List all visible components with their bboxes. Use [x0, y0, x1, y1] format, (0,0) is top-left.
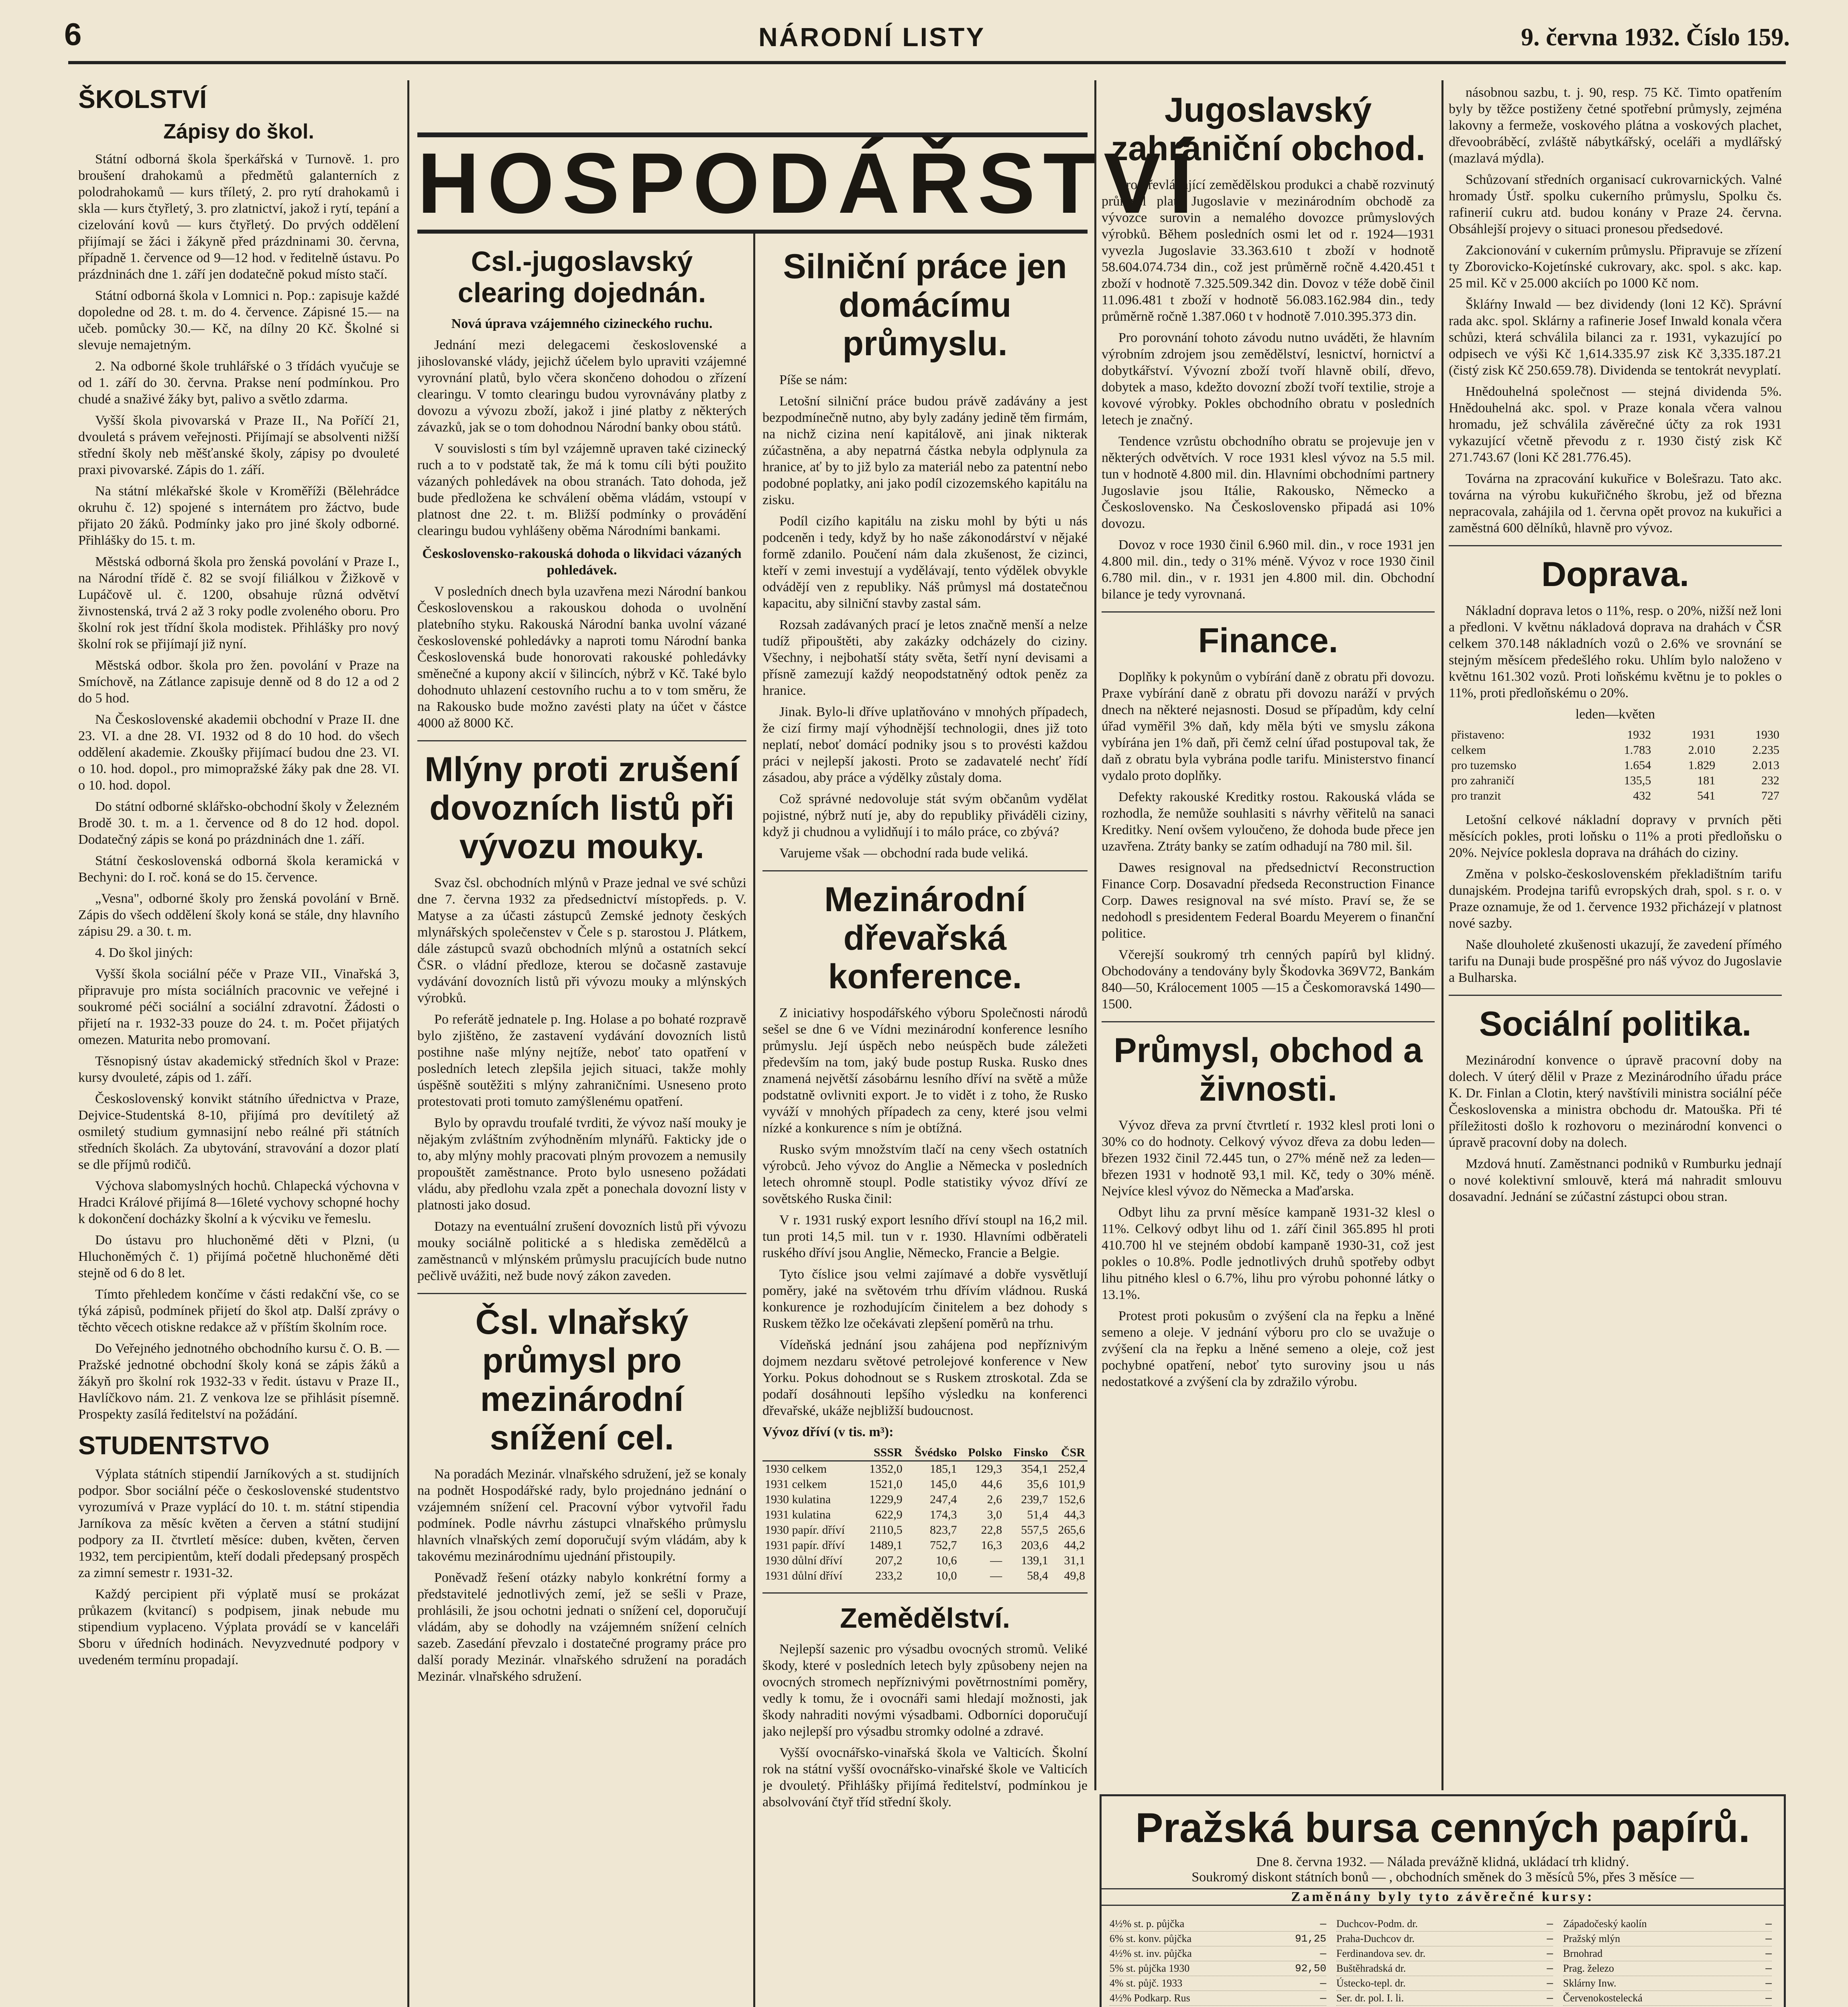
kurs-row: [1563, 1976, 1772, 1991]
table-cell: pro tuzemsko: [1451, 759, 1517, 772]
paragraph: Poněvadž řešení otázky nabylo konkrétní formy a představitelé jednotlivých zemí, jež se sešli v Praze, prohlásili, že jsou ochotni jednati o snížení cel, doporučují vládám, aby se dohodly na vzájemném snížení celních sazeb. Zasedání převzalo i dostatečné programy práce pro další porady Mezinár. vlnařského sdružení na poradách Mezinár. vlnařského sdružení.: [417, 1570, 746, 1684]
table-row: [1449, 758, 1782, 773]
paragraph: V posledních dnech byla uzavřena mezi Národní bankou Československou a rakouskou dohoda o uvolnění platebního styku. Rakouská Národní banka uvolní vázané československé pohledávky a naproti tomu Národní banka Československá bude honorovati rakouské pohledávky směnečné a kupony akcií v šilincích, nýbrž v Kč. Také bylo dohodnuto uhlazení cestovního ruchu a to v tom směru, že na Rakousko bude možno zavésti platy na účet v částce 4000 až 8000 Kč.: [417, 584, 746, 731]
table-row: [1449, 788, 1782, 804]
paragraph: Dovoz v roce 1930 činil 6.960 mil. din., v roce 1931 jen 4.800 mil. din., tedy o 31% méně. Vývoz v roce 1930 činil 6.780 mil. din., v r. 1931 jen 4.800 mil. din. Obchodní bilance je tedy vyrovnaná.: [1102, 537, 1435, 602]
table-cell: 1930 kulatina: [765, 1493, 831, 1506]
kurs-value: 92,50: [1295, 1962, 1326, 1974]
table-cell: 1931 kulatina: [765, 1508, 831, 1521]
bourse-subtitle-2: Soukromý diskont státních bonů — , obchodních směnek do 3 měsíců 5%, přes 3 měsíce —: [1191, 1870, 1694, 1885]
table-caption-drevo: Vývoz dříví (v tis. m³):: [762, 1425, 894, 1439]
column-rule: [1094, 80, 1096, 1790]
column-2: [417, 241, 746, 2007]
kurs-value: —: [1320, 1977, 1326, 1989]
kurs-column-3: [1563, 1917, 1772, 2007]
table-cell: 31,1: [1064, 1554, 1085, 1567]
table-cell: 432: [1633, 789, 1651, 802]
paragraph: Odbyt lihu za první měsíce kampaně 1931-32 klesl o 11%. Celkový odbyt lihu od 1. září činil 365.895 hl proti 410.700 hl ve stejném období kampaně 1930-31, což jest pokles o 10.8%. Podle jednotlivých druhů spotřeby odbyt lihu pitného klesl o 6.7%, lihu pro výrobu pohonné látky o 13.1%.: [1102, 1205, 1435, 1302]
paragraph: Vývoz dřeva za první čtvrtletí r. 1932 klesl proti loni o 30% co do hodnoty. Celkový vývoz dřeva za dobu leden—březen 1932 činil 72.445 tun, o 27% méně než za leden—březen 1931 v hodnotě 93,1 mil. Kč, tedy o 30% méně. Nejvíce klesl vývoz do Německa a Maďarska.: [1102, 1118, 1435, 1199]
table-cell: přistaveno:: [1451, 728, 1505, 741]
paragraph: Každý percipient při výplatě musí se prokázat průkazem (kvitancí) s podpisem, jinak nebude mu stipendium vyplaceno. Výplata provádí se v kanceláři Sboru v úředních hodinách. Nevyzvednuté podpory v uvedeném termínu propadají.: [78, 1587, 399, 1667]
kurs-name: 6% st. konv. půjčka: [1110, 1933, 1192, 1944]
socialni-paragraphs: [1449, 1052, 1782, 1205]
kurs-row: [1336, 1961, 1553, 1976]
paragraph: Píše se nám:: [779, 372, 848, 387]
table-cell: 1931 celkem: [765, 1478, 827, 1491]
article-title-drevarska: Mezinárodní dřevařská konference.: [824, 880, 1026, 996]
table-cell: 44,2: [1064, 1539, 1085, 1552]
table-cell: 2,6: [987, 1493, 1002, 1506]
article-subtitle-clearing: Nová úprava vzájemného cizineckého ruchu.: [451, 316, 713, 331]
table-cell: 174,3: [930, 1508, 957, 1521]
table-header-cell: SSSR: [861, 1445, 905, 1461]
table-cell: 622,9: [875, 1508, 903, 1521]
paragraph: Svaz čsl. obchodních mlýnů v Praze jednal ve své schůzi dne 7. června 1932 za předsednictví místopředs. p. V. Matyse a za účasti zástupců Zemské jednoty českých mlynářských společenstev v Čele s p. starostou J. Plátkem, dále zástupců svazů obchodních mlýnů a ostatních sekcí ČSR. o vládní předloze, kterou se dočasně zastavuje vydávání dovozních listů při vývozu mouky a mlýnských výrobků.: [417, 875, 746, 1006]
article-title-silnicni: Silniční práce jen domácímu průmyslu.: [783, 247, 1067, 363]
paragraph: Těsnopisný ústav akademický středních škol v Praze: kursy dvouleté, zápis od 1. září.: [78, 1054, 399, 1085]
table-cell: 135,5: [1624, 774, 1651, 787]
table-cell: 727: [1761, 789, 1779, 802]
table-cell: 752,7: [930, 1539, 957, 1552]
table-header-row: [762, 1445, 1088, 1461]
divider: [1102, 1021, 1435, 1022]
paragraph: V r. 1931 ruský export lesního dříví stoupl na 16,2 mil. tun proti 14,5 mil. tun v r. 1930. Hlavními odběrateli ruského dříví jsou Anglie, Německo, Francie a Belgie.: [762, 1213, 1088, 1260]
kurs-row: [1336, 1932, 1553, 1946]
bourse-subtitle: Dne 8. června 1932. — Nálada prevážně klidná, ukládací trh klidný.: [1256, 1854, 1629, 1869]
table-cell: 152,6: [1058, 1493, 1085, 1506]
section-heading-studentstvo: STUDENTSTVO: [78, 1431, 270, 1460]
paragraph: Doplňky k pokynům o vybírání daně z obratu při dovozu. Praxe vybírání daně z obratu při dovozu naráží v prvých dnech na některé nejasnosti. Dosud se případům, kdy celní úřad vyměřil 3% daň, kdy měla býti ve smyslu zákona vybírána jen 1% daň, při čemž celní úřad postupoval tak, že daň z obratu byla vybrána podle tarifu. Ministerstvo financí vydalo proto doplňky.: [1102, 670, 1435, 783]
table-cell: 49,8: [1064, 1569, 1085, 1582]
kurs-name: Západočeský kaolín: [1563, 1918, 1647, 1930]
kurs-row: [1563, 1932, 1772, 1946]
paragraph: Zakcionování v cukerním průmyslu. Připravuje se zřízení ty Zborovicko-Kojetínské cukrovary, akc. spol. s akc. kap. 25 mil. Kč v 25.000 akciích po 1000 Kč nom.: [1449, 243, 1782, 291]
kurs-row: [1110, 1976, 1326, 1991]
paragraph: Z iniciativy hospodářského výboru Společnosti národů sešel se dne 6 ve Vídni mezinárodní konference lesního průmyslu. Její úspěch nebo neúspěch bude záležeti především na tom, jaký bude postup Ruska. Rusko dnes znamená největší zásobárnu lesního dříví na světě a může podstatně ovlivniti export. Je to vidět i z toho, že Rusko vyváží v mnohých případech za ceny, které jsou velmi nízké a konkurence s ním je obtížná.: [762, 1006, 1088, 1136]
paragraph: Mezinárodní konvence o úpravě pracovní doby na dolech. V úterý dělil v Praze z Mezinárodního úřadu práce K. Dr. Finlan a Clotin, který navštívili ministra sociální péče Československa a ministra obchodu dr. Matouška. Při té příležitosti došlo k rozhovoru o mezinárodní konvenci o úpravě pracovní doby na dolech.: [1449, 1053, 1782, 1150]
paragraph: Mzdová hnutí. Zaměstnanci podniků v Rumburku jednají o nové kolektivní smlouvě, která má nahradit smlouvu dosavadní. Jednání se zúčastní zástupci obou stran.: [1449, 1156, 1782, 1204]
table-row: [762, 1492, 1088, 1507]
paragraph: Hnědouhelná společnost — stejná dividenda 5%. Hnědouhelná akc. spol. v Praze konala včera valnou hromadu, jež schválila závěrečné účty za rok 1931 vykazující včetně převodu z r. 1930 čistý zisk Kč 271.743.67 (loni Kč 281.776.45).: [1449, 384, 1782, 465]
paragraph: Nejlepší sazenic pro výsadbu ovocných stromů. Veliké škody, které v posledních letech byly způsobeny nejen na ovocných stromech nepříznivými povětrnostními poměry, vedly k tomu, že i ovocnáři sami hledají možnosti, jak škody nahraditi novými výsadbami. Odborníci doporučují jako nejlepší pro výsadbu stromky odolné a zdravé.: [762, 1642, 1088, 1739]
table-cell: 823,7: [930, 1523, 957, 1537]
table-cell: 181: [1697, 774, 1716, 787]
paragraph: Vyšší ovocnářsko-vinařská škola ve Valticích. Školní rok na státní vyšší ovocnářsko-vinařské škole ve Valticích je dvouletý. Přihlášky přijímá ředitelství, podmínkou je absolvování čtyř tříd střední školy.: [762, 1745, 1088, 1810]
table-row: [762, 1553, 1088, 1568]
paragraph: Dotazy na eventuální zrušení dovozních listů při vývozu mouky sociálně politické a s hlediska zemědělců a zaměstnanců v mlýnském průmyslu pracujících bude nutno pečlivě uvážiti, než bude nový zákon zaveden.: [417, 1219, 746, 1283]
kurs-row: [1563, 1991, 1772, 2006]
kurs-row: [1110, 1961, 1326, 1976]
table-cell: 129,3: [975, 1462, 1002, 1476]
drevarska-paragraphs: [762, 1005, 1088, 1419]
column-rule: [1441, 80, 1443, 1790]
divider: [762, 870, 1088, 871]
table-row: [1449, 773, 1782, 788]
kurs-row: [1336, 1946, 1553, 1961]
paragraph: Schůzovaní středních organisací cukrovarnických. Valné hromady Ústř. spolku cukerního průmyslu, Spolku čs. rafinerií cukru atd. budou konány v Praze 24. června. Obsáhlejší projevy o situaci pronesou předsedové.: [1449, 172, 1782, 236]
table-cell: 1931 důlní dříví: [765, 1569, 843, 1582]
skolstvi-paragraphs: [78, 151, 399, 1423]
table-cell: —: [990, 1554, 1002, 1567]
silnicni-paragraphs: [762, 372, 1088, 861]
table-cell: 354,1: [1021, 1462, 1048, 1476]
table-cell: 2.013: [1752, 759, 1779, 772]
table-cell: 1.654: [1624, 759, 1651, 772]
kurs-name: Prag. železo: [1563, 1962, 1614, 1974]
paragraph: Vídeňská jednání jsou zahájena pod nepříznivým dojmem nezdaru světové petrolejové konference v New Yorku. Pokus dohodnout se s Ruskem ztroskotal. Zda se podaří dosáhnouti lepšího výsledku na konferenci dřevařské, ukáže nejbližší budoucnost.: [762, 1337, 1088, 1418]
kurs-row: [1110, 1991, 1326, 2006]
kurs-row: [1110, 1932, 1326, 1946]
subheading-zapisy: Zápisy do škol.: [163, 120, 314, 143]
table-cell: 44,3: [1064, 1508, 1085, 1521]
kurs-row: [1336, 1917, 1553, 1932]
table-header-cell: Švédsko: [905, 1445, 960, 1461]
paragraph: Vyšší škola sociální péče v Praze VII., Vinařská 3, připravuje pro místa sociálních pracovnic ve veřejné i soukromé péči sociální a sociální zdravotní. Žádosti o přijetí na r. 1932-33 pouze do 24. t. m. Počet přijatých omezen. Maturita nebo promovaní.: [78, 967, 399, 1047]
table-header-cell: Finsko: [1004, 1445, 1051, 1461]
paragraph: Bylo by opravdu troufalé tvrditi, že vývoz naší mouky je nějakým zvláštním zvýhodněním mlynářů. Fakticky jde o to, aby mlýny mohly pracovati plným provozem a nemusily propouštět zaměstnance. Proto bylo usneseno požádati vládu, aby předlohu vzala zpět a ponechala dovozní listy v platnosti jako dosud.: [417, 1115, 746, 1213]
table-cell: celkem: [1451, 743, 1486, 757]
kurs-value: —: [1765, 1962, 1772, 1974]
table-cell: 44,6: [981, 1478, 1002, 1491]
table-cell: 1930 papír. dříví: [765, 1523, 845, 1537]
table-cell: 2.235: [1752, 743, 1779, 757]
mlyny-paragraphs: [417, 875, 746, 1284]
jugoslavsky-paragraphs: [1102, 177, 1435, 603]
article-title-clearing: Csl.-jugoslavský clearing dojednán.: [457, 246, 706, 308]
paragraph: Tímto přehledem končíme v části redakční vše, co se týká zápisů, podmínek přijetí do škol atp. Další zprávy o těchto věcech otiskne redakce až v příštím školním roce.: [78, 1287, 399, 1335]
kurs-value: —: [1765, 1933, 1772, 1945]
table-cell: 1931: [1691, 728, 1716, 741]
clearing-paragraphs: [417, 337, 746, 539]
table-cell: 1521,0: [869, 1478, 903, 1491]
kurs-name: Červenokostelecká: [1563, 1992, 1643, 2004]
paragraph: Jednání mezi delegacemi československé a jihoslovanské vlády, jejichž účelem bylo upraviti vzájemné vyrovnání platů, bylo včera skončeno dohodou o zřízení clearingu. V tomto clearingu budou vyrovnávány platby z dovozu a vývozu zboží, jakož i jiné platby z některých závazků, jak se o tom dohodnou Národní banky obou států.: [417, 338, 746, 435]
kurs-name: 4½% st. p. půjčka: [1110, 1918, 1185, 1930]
article-title-prumysl: Průmysl, obchod a živnosti.: [1114, 1031, 1423, 1108]
paragraph: Škláŕny Inwald — bez dividendy (loni 12 Kč). Správní rada akc. spol. Sklárny a rafinerie Josef Inwald konala včera schůzi, která schválila bilanci za r. 1931, vykazující po odpisech ve výši Kč 1,614.335.97 zisk Kč 3,335.187.21 (čistý zisk Kč 250.659.78). Dividenda se tentokrát nevyplatí.: [1449, 297, 1782, 378]
paragraph: Tyto číslice jsou velmi zajímavé a dobře vysvětlují poměry, jaké na světovém trhu dřívím vládnou. Ruská konkurence je rozhodujícím činitelem a bez dohody s Ruskem těžko lze očekávati zlepšení poměrů na trhu.: [762, 1267, 1088, 1331]
column-skolstvi: [78, 84, 399, 2007]
bourse-title: Pražská bursa cenných papírů.: [1135, 1805, 1750, 1851]
article-title-vlnarsky: Čsl. vlnařský průmysl pro mezinárodní snížení cel.: [475, 1303, 689, 1457]
doprava-paragraphs-a: [1449, 603, 1782, 701]
table-body: [762, 1461, 1088, 1584]
bourse-box: [1100, 1794, 1786, 2007]
column-3: [762, 241, 1088, 2007]
kurs-value: —: [1765, 1948, 1772, 1960]
table-cell: 203,6: [1021, 1539, 1048, 1552]
table-cell: 1.829: [1688, 759, 1716, 772]
paragraph: Včerejší soukromý trh cenných papírů byl klidný. Obchodovány a tendovány byly Škodovka 369V72, Bankám 840—50, Králocement 1005 —15 a Českomoravská 1490—1500.: [1102, 947, 1435, 1012]
kurs-name: Brnohrad: [1563, 1948, 1603, 1959]
header-rule: [68, 61, 1786, 64]
paragraph: „Vesna", odborné školy pro ženská povolání v Brně. Zápis do všech oddělení školy koná se stále, dny hlavního zápisu 29. a 30. t. m.: [78, 891, 399, 939]
kurs-name: Buštěhradská dr.: [1336, 1962, 1406, 1974]
table-row: [762, 1507, 1088, 1523]
kurs-row: [1563, 1961, 1772, 1976]
kurs-name: Duchcov-Podm. dr.: [1336, 1918, 1418, 1930]
kurs-name: Praha-Duchcov dr.: [1336, 1933, 1415, 1944]
paragraph: Pro porovnání tohoto závodu nutno uváděti, že hlavním výrobním zdrojem jsou zemědělství, lesnictví, hornictví a dobytkářství. Vývozní zboží tvoří hlavně obilí, dřevo, dobytek a maso, kdežto dovozní zboží tvoří textilie, stroje a kovové výrobky. Pokles obchodního obratu v posledních letech je značný.: [1102, 330, 1435, 427]
table-cell: 239,7: [1021, 1493, 1048, 1506]
paragraph: Po referátě jednatele p. Ing. Holase a po bohaté rozpravě bylo zjištěno, že zastavení vydávání dovozních listů postihne naše mlýny nejtíže, neboť tato opatření v posledních letech zlepšila jejich situaci, takže mohly úspěšně soutěžiti s mlýny zahraničními. Usneseno proto protestovati proti tomuto zamýšlenému opatření.: [417, 1012, 746, 1109]
vlnarsky-paragraphs: [417, 1466, 746, 1685]
kurs-value: —: [1547, 1933, 1553, 1945]
kurs-name: Pražský mlýn: [1563, 1933, 1620, 1944]
kurs-column-1: [1110, 1917, 1326, 2007]
article-title-doprava: Doprava.: [1541, 555, 1689, 594]
table-cell: 247,4: [930, 1493, 957, 1506]
paragraph: Do ústavu pro hluchoněmé děti v Plzni, (u Hluchoněmých č. 1) přijímá početně hluchoněmé děti stejně od 6 do 8 let.: [78, 1233, 399, 1280]
table-cell: 10,6: [936, 1554, 957, 1567]
kurs-row: [1563, 1917, 1772, 1932]
kurs-row: [1336, 1976, 1553, 1991]
table-cell: —: [990, 1569, 1002, 1582]
kurs-name: 4½% st. inv. půjčka: [1110, 1948, 1192, 1959]
kurs-value: —: [1765, 1992, 1772, 2004]
column-rule: [753, 233, 755, 2007]
table-cell: 2.010: [1688, 743, 1716, 757]
paragraph: Jinak. Bylo-li dříve uplatňováno v mnohých případech, že cizí firmy mají výhodnější technologii, dnes již toto neplatí, neboť domácí podniky jsou s to provésti každou práci v nejlepší jakosti. Proto se zadavatelé nechť řídí zásadou, aby práce a výdělky zůstaly doma.: [762, 704, 1088, 785]
column-4: [1102, 84, 1435, 1790]
table-cell: 2110,5: [870, 1523, 903, 1537]
table-cell: 207,2: [875, 1554, 903, 1567]
table-cell: 1.783: [1624, 743, 1651, 757]
page-number: 6: [64, 16, 82, 52]
table-cell: 1931 papír. dříví: [765, 1539, 845, 1552]
paragraph: Naše dlouholeté zkušenosti ukazují, že zavedení přímého tarifu na Dunaji bude prospěšné pro náš vývoz do Jugoslavie a Bulharska.: [1449, 937, 1782, 985]
article-title-zemedelstvi: Zemědělství.: [840, 1602, 1010, 1634]
table-header-cell: [762, 1445, 861, 1461]
table-cell: 1930: [1755, 728, 1779, 741]
paragraph: Defekty rakouské Kreditky rostou. Rakouská vláda se rozhodla, že nemůže souhlasiti s návrhy věřitelů na sanaci Kreditky. Není ovšem vyloučeno, že dohoda bude přece jen uzavřena. Ztráty banky se zatím odhadují na 780 mil. šil.: [1102, 790, 1435, 854]
kurs-value: —: [1765, 1918, 1772, 1930]
table-cell: 557,5: [1021, 1523, 1048, 1537]
paragraph: Rozsah zadávaných prací je letos značně menší a nelze tudíž připouštěti, aby zakázky odcházely do ciziny. Všechny, i nejbohatší státy světa, šetří nyní devisami a přísně zamezují každý neopodstatněný odtok peněz za hranice.: [762, 617, 1088, 698]
table-header-cell: ČSR: [1051, 1445, 1088, 1461]
table-body: [1449, 727, 1782, 804]
rakousko-paragraphs: [417, 583, 746, 731]
table-cell: 185,1: [930, 1462, 957, 1476]
paragraph: Varujeme však — obchodní rada bude veliká.: [779, 846, 1029, 861]
studentstvo-paragraphs: [78, 1466, 399, 1668]
paragraph: Městská odborná škola pro ženská povolání v Praze I., na Národní třídě č. 82 se svojí filiálkou v Žižkově v Lupáčově ul. č. 1200, obsahuje různá odvětví živnostenská, trvá 2 až 3 roky podle zvoleného oboru. Pro školní rok jest třídní škola modistek. Přihlášky pro nový školní rok se přijímají již nyní.: [78, 554, 399, 651]
kurs-name: 4% st. půjč. 1933: [1110, 1977, 1183, 1989]
paragraph: Nákladní doprava letos o 11%, resp. o 20%, nižší než loni a předloni. V květnu nákladová doprava na drahách v ČSR celkem 370.148 nákladních vozů o 2.6% ve srovnání se stejným měsícem předešlého roku. Uhlím bylo naloženo v květnu 161.302 vozů. Proti loňskému květnu je to pokles o 11%, proti předloňskému o 20%.: [1449, 603, 1782, 700]
table-vyvoz-drevi: [762, 1445, 1088, 1584]
divider: [417, 1293, 746, 1294]
kurs-value: —: [1320, 1948, 1326, 1960]
kurs-value: —: [1547, 1918, 1553, 1930]
paragraph: Letošní silniční práce budou právě zadávány a jest bezpodmínečně nutno, aby byly zadány jedině těm firmám, na nichž cizina není kapitálově, ani jinak nikterak zúčastněna, a aby nepatrná částka nebyla odplynula za hranice, ať by to již bylo za materiál nebo za patentní nebo podobné poplatky, ani jako podíl cizozemského kapitálu na zisku.: [762, 394, 1088, 507]
paragraph: Vyšší škola pivovarská v Praze II., Na Poříčí 21, dvouletá s právem veřejnosti. Přijímají se absolventi nižší střední školy neb měšťanské školy, zápisy po dvouleté praxi pivovarské. Zápis do 1. září.: [78, 413, 399, 477]
paragraph: V souvislosti s tím byl vzájemně upraven také cizinecký ruch a to v podstatě tak, že má k tomu cíli býti použito vázaných pohledávek na obou stranách. Tato dohoda, jež bude předložena ke schválení oběma vládám, vstoupí v platnost dne 22. t. m. Bližší podmínky o provádění clearingu budou vyhlášeny oběma Národními bankami.: [417, 441, 746, 538]
table-cell: 1489,1: [869, 1539, 903, 1552]
table-cell: 3,0: [987, 1508, 1002, 1521]
zemedelstvi-paragraphs: [762, 1641, 1088, 1810]
paragraph: Městská odbor. škola pro žen. povolání v Praze na Smíchově, na Zátlance zapisuje denně od 8 do 12 a od 2 do 5 hod.: [78, 658, 399, 706]
paragraph: Což správné nedovoluje stát svým občanům vydělat pojistné, nýbrž nutí je, aby do republiky přiváděli ciziny, když ji chudnou a vylidňují i to málo práce, co zbývá?: [762, 792, 1088, 839]
issue-date: 9. června 1932. Číslo 159.: [1521, 24, 1790, 51]
table-row: [1449, 743, 1782, 758]
masthead: [417, 132, 1201, 234]
kurs-name: Ser. dr. pol. I. li.: [1336, 1992, 1404, 2004]
paragraph: 2. Na odborné škole truhlářské o 3 třídách vyučuje se od 1. září do 30. června. Prakse není podmínkou. Pro chudé a snaživé žáky byt, palivo a světlo zdarma.: [78, 359, 399, 407]
paragraph: Letošní celkové nákladní dopravy v prvních pěti měsících pokles, proti loňsku o 11% a proti předloňsku o 20%. Nejvíce poklesla doprava na dráhách do ciziny.: [1449, 812, 1782, 860]
table-row: [762, 1568, 1088, 1584]
table-cell: 145,0: [930, 1478, 957, 1491]
table-cell: 1352,0: [869, 1462, 903, 1476]
article-title-finance: Finance.: [1198, 621, 1338, 660]
kurs-name: 4½% Podkarp. Rus: [1110, 1992, 1190, 2004]
divider: [417, 740, 746, 741]
table-cell: 58,4: [1027, 1569, 1048, 1582]
table-cell: 1930 důlní dříví: [765, 1554, 843, 1567]
cukr-paragraphs: [1449, 84, 1782, 536]
table-header-cell: Polsko: [960, 1445, 1005, 1461]
paragraph: Státní československá odborná škola keramická v Bechyni: do I. roč. koná se do 15. července.: [78, 853, 399, 885]
kurs-row: [1110, 1946, 1326, 1961]
table-doprava: [1449, 727, 1782, 804]
paragraph: Změna v polsko-československém překladištním tarifu dunajském. Prodejna tarifů evropských drah, spol. s r. o. v Praze oznamuje, že od 1. července 1932 přicházejí v platnost nové sazby.: [1449, 867, 1782, 931]
table-cell: 252,4: [1058, 1462, 1085, 1476]
doprava-paragraphs-b: [1449, 812, 1782, 986]
paragraph: Podíl cizího kapitálu na zisku mohl by býti u nás podceněn i tedy, když by ho naše zákonodárství v nějaké formě zdanilo. Poučení nám dala zkušenost, že cizinci, kteří v zemi investují a vydělávají, tento výdělek obvykle odvádějí ven z republiky. Náš průmysl má dostatečnou kapacitu, aby silniční stavby zastal sám.: [762, 514, 1088, 611]
page-header: [64, 16, 1790, 64]
table-row: [1449, 727, 1782, 743]
paragraph: Na poradách Mezinár. vlnařského sdružení, jež se konaly na podnět Hospodářské rady, bylo projednáno jednání o vzájemném snížení cel. Pracovní výbor vytvořil řadu podmínek. Podle návrhu zástupci vlnařského průmyslu hlavních vlnařských zemí doporučují svým vládám, aby k takovému mezinárodnímu ujednání přistoupily.: [417, 1467, 746, 1564]
table-cell: 1932: [1627, 728, 1651, 741]
table-row: [762, 1477, 1088, 1492]
paragraph: Státní odborná škola šperkářská v Turnově. 1. pro broušení drahokamů a předmětů galanterních z polodrahokamů — kurs tříletý, 2. pro rytí drahokamů i skla — kurs čtyřletý, 3. pro zlatnictví, jakož i rytí, tepání a cizelování kovů — kurs čtyřletý. Do prvých oddělení přijímají se žáci i žákyně před prázdninami 30. června, případně 1. července od 9—12 hod. v ředitelně ústavu. Po prázdninách dne 1. září jen dodatečně pokud místo stačí.: [78, 152, 399, 282]
kurs-value: —: [1320, 1918, 1326, 1930]
table-row: [762, 1461, 1088, 1477]
table-group-label: leden—květen: [1575, 707, 1655, 722]
article-title-mlyny: Mlýny proti zrušení dovozních listů při vývozu mouky.: [425, 750, 739, 866]
paragraph: násobnou sazbu, t. j. 90, resp. 75 Kč. Timto opatřením byly by těžce postiženy četné spotřební průmysly, zejména lakovny a fermeže, voskového plátna a voskových plachet, dřevoobráběcí, zvláště nábytkářský, oceláři a mydlářský (mazlavá mýdla).: [1449, 85, 1782, 166]
table-row: [762, 1523, 1088, 1538]
table-cell: 233,2: [875, 1569, 903, 1582]
paper-name: NÁRODNÍ LISTY: [758, 22, 986, 52]
kurs-value: —: [1547, 1977, 1553, 1989]
paragraph: Československý konvikt státního úřednictva v Praze, Dejvice-Studentská 8-10, přijímá pro devítiletý až osmiletý studium gymnasijní nebo reálné při státních středních školách. Za ubytování, stravování a dozor platí se dle příjmů rodičů.: [78, 1091, 399, 1172]
kurs-row: [1336, 1991, 1553, 2006]
kurs-column-2: [1336, 1917, 1553, 2007]
divider: [1449, 995, 1782, 996]
prumysl-paragraphs: [1102, 1117, 1435, 1390]
table-cell: 10,0: [936, 1569, 957, 1582]
kurs-name: 5% st. půjčka 1930: [1110, 1962, 1190, 1974]
table-cell: 1229,9: [869, 1493, 903, 1506]
paragraph: Tendence vzrůstu obchodního obratu se projevuje jen v některých odvětvích. V roce 1931 klesl vývoz na 5.5 mil. tun v hodnotě 4.800 mil. din. Hlavními obchodními partnery Jugoslavie jsou Itálie, Rakousko, Německo a Československo. Na Československo připadá asi 10% dovozu.: [1102, 434, 1435, 531]
table-cell: 101,9: [1058, 1478, 1085, 1491]
kurs-value: 91,25: [1295, 1933, 1326, 1945]
column-5: [1449, 84, 1782, 1790]
paragraph: Státní odborná škola v Lomnici n. Pop.: zapisuje každé dopoledne od 28. t. m. do 4. července. Zápisné 15.— na učeb. pomůcky 30.— Kč, na dílny 20 Kč. Školné si slevuje nemajetným.: [78, 288, 399, 352]
kurs-value: —: [1765, 1977, 1772, 1989]
table-cell: 35,6: [1027, 1478, 1048, 1491]
paragraph: Továrna na zpracování kukuřice v Bolešrazu. Tato akc. továrna na výrobu kukuřičného škrobu, jež od března nepracovala, zahájila od 1. června opět provoz na kukuřici a zaměstná 600 dělníků, hlavně pro vývoz.: [1449, 471, 1782, 535]
kurs-name: Sklárny Inw.: [1563, 1977, 1616, 1989]
table-row: [762, 1538, 1088, 1553]
divider: [1102, 611, 1435, 613]
table-cell: pro tranzit: [1451, 789, 1501, 802]
table-cell: 541: [1697, 789, 1716, 802]
table-cell: 16,3: [981, 1539, 1002, 1552]
paragraph: Pro převládající zemědělskou produkci a chabě rozvinutý průmysl platí Jugoslavie v mezinárodním obchodě za vývozce surovin a nemalého dovozce průmyslových výrobků. Během posledních osmi let od r. 1924—1931 vyvezla Jugoslavie 33.363.610 t zboží v hodnotě 58.604.074.734 din., což jest průměrně ročně 4.420.451 t zboží v hodnotě 7.325.509.342 din. Dovoz v téže době činil 11.096.481 t zboží v hodnotě 56.083.162.984 din., tedy průměrně ročně 1.387.060 t v hodnotě 7.010.395.373 din.: [1102, 177, 1435, 324]
article-subtitle-rakousko: Československo-rakouská dohoda o likvidaci vázaných pohledávek.: [422, 546, 742, 578]
paragraph: Protest proti pokusům o zvýšení cla na řepku a lněné semeno a oleje. V jednání výboru pro clo se uvažuje o zvýšení cla na řepku a lněné semeno a oleje, což jest pochybné opatření, neboť tyto suroviny jsou u nás nedostatkové a zvýšení cla by zdražilo výrobu.: [1102, 1309, 1435, 1389]
kurs-name: Ústecko-tepl. dr.: [1336, 1977, 1406, 1989]
paragraph: Rusko svým množstvím tlačí na ceny všech ostatních výrobců. Jeho vývoz do Anglie a Německa v posledních letech ohromně stoupl. Podle statistiky vývoz dříví ze sovětského Ruska činil:: [762, 1142, 1088, 1206]
table-cell: 22,8: [981, 1523, 1002, 1537]
finance-paragraphs: [1102, 669, 1435, 1012]
paragraph: Výchova slabomyslných hochů. Chlapecká výchovna v Hradci Králové přijímá 8—16leté vychovy schopné hochy k dokončení docházky školní a k výcviku ve řemeslu.: [78, 1179, 399, 1226]
paragraph: Dawes resignoval na předsednictví Reconstruction Finance Corp. Dosavadní předseda Reconstruction Finance Corp. Dawes resignoval na své místo. Praví se, že se nedohodl s presidentem Federal Boardu Meyerem o finanční politice.: [1102, 860, 1435, 941]
table-cell: 265,6: [1058, 1523, 1085, 1537]
table-cell: 232: [1761, 774, 1779, 787]
kurs-name: Ferdinandova sev. dr.: [1336, 1948, 1426, 1959]
divider: [762, 1592, 1088, 1594]
kurs-value: —: [1547, 1948, 1553, 1960]
kurs-value: —: [1320, 1992, 1326, 2004]
divider: [1449, 545, 1782, 546]
table-cell: 139,1: [1021, 1554, 1048, 1567]
article-title-jugoslavsky: Jugoslavský zahraniční obchod.: [1111, 91, 1425, 168]
kurs-value: —: [1547, 1992, 1553, 2004]
kurs-row: [1563, 1946, 1772, 1961]
paragraph: Výplata státních stipendií Jarníkových a st. studijních podpor. Sbor sociální péče o československé studentstvo vyrozumívá v Praze vyplácí do 10. t. m. státní stipendia Jarníkova za měsíc květen a červen a státní studijní podpory za II. čtvrtletí měsíce: duben, květen, červen 1932, tem percipientům, kteří dodali předepsaný prospěch za zimní semestr r. 1931-32.: [78, 1467, 399, 1580]
paragraph: Do státní odborné sklářsko-obchodní školy v Železném Brodě 30. t. m. a 1. července od 8 do 12 hod. dopol. Dodatečný zápis se koná po prázdninách dne 1. září.: [78, 799, 399, 847]
column-rule: [407, 80, 409, 2007]
paragraph: Na Československé akademii obchodní v Praze II. dne 23. VI. a dne 28. VI. 1932 od 8 do 10 hod. do všech oddělení akademie. Zkoušky přijímací budou dne 23. VI. o 10. hod. dopol., pro mimopražské žáky pak dne 28. VI. o 10. hod. dopol.: [78, 712, 399, 793]
masthead-title: HOSPODÁŘSTVÍ: [417, 135, 1201, 231]
paragraph: Na státní mlékařské škole v Kroměříži (Bělehrádce okruhu č. 12) spojené s internátem pro žáctvo, bude přijato 20 žáků. Podmínky jako pro jiné školy odborné. Přihlášky do 15. t. m.: [78, 484, 399, 548]
kurs-value: —: [1547, 1962, 1553, 1974]
paragraph: Do Veřejného jednotného obchodního kursu č. O. B. — Pražské jednotné obchodní školy koná se zápis žáků a žákyň pro školní rok 1932-33 v ředit. ústavu v Praze II., Havlíčkovo nám. 21. Z venkova lze se přihlásit písemně. Prospekty zasílá ředitelství na požádání.: [78, 1341, 399, 1422]
article-title-socialni: Sociální politika.: [1479, 1005, 1752, 1043]
table-cell: 1930 celkem: [765, 1462, 827, 1476]
kurs-row: [1110, 1917, 1326, 1932]
bourse-kursy-heading: Zaměnány byly tyto závěrečné kursy:: [1102, 1888, 1784, 1906]
paragraph: 4. Do škol jiných:: [95, 945, 193, 960]
table-cell: 51,4: [1027, 1508, 1048, 1521]
section-heading-skolstvi: ŠKOLSTVÍ: [78, 85, 207, 114]
table-cell: pro zahraničí: [1451, 774, 1515, 787]
